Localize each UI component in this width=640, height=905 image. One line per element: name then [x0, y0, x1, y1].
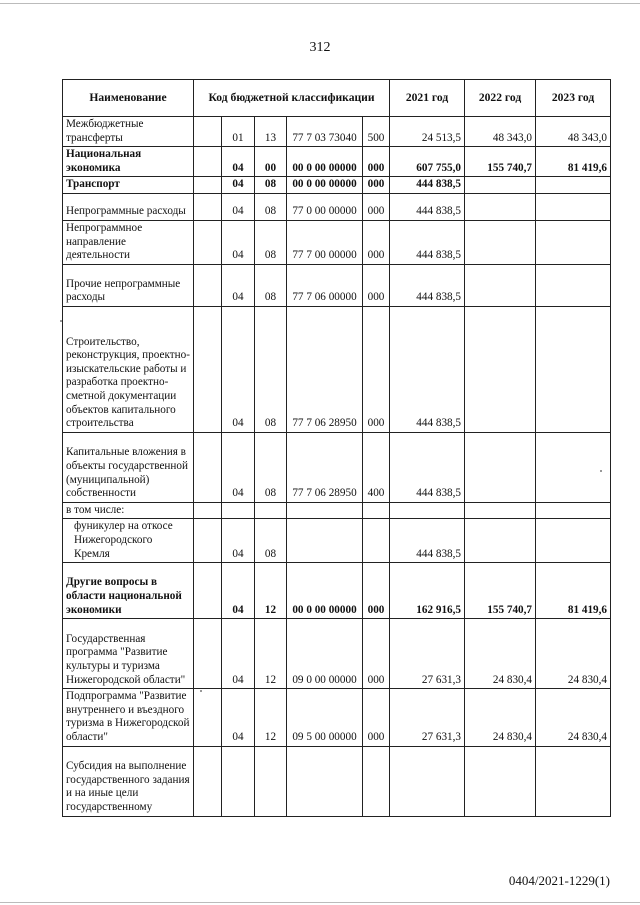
cell-expense-type-text: 000	[367, 205, 385, 218]
cell-2021	[390, 177, 465, 194]
cell-subsection	[255, 619, 287, 689]
cell-2023	[536, 502, 611, 519]
cell-2022	[465, 746, 536, 816]
cell-section	[222, 563, 255, 619]
cell-2023-text: 24 830,4	[567, 730, 608, 743]
cell-2023	[536, 689, 611, 746]
cell-section	[222, 193, 255, 220]
cell-expense-type	[363, 563, 390, 619]
cell-subsection-text: 08	[264, 417, 277, 430]
cell-2021-text: 607 755,0	[416, 161, 462, 174]
cell-target-article-text: 00 0 00 00000	[292, 603, 357, 616]
cell-2023	[536, 117, 611, 147]
cell-section-text: 04	[232, 487, 244, 500]
table-row	[63, 563, 611, 619]
cell-target-article-text: 09 5 00 00000	[292, 730, 357, 743]
cell-expense-type-text: 000	[367, 417, 385, 430]
cell-2022-text: 48 343,0	[492, 131, 533, 144]
cell-2021-text: 444 838,5	[416, 249, 462, 262]
cell-2022-text: 155 740,7	[487, 161, 533, 174]
cell-expense-type	[363, 117, 390, 147]
cell-2021	[390, 563, 465, 619]
cell-2023	[536, 177, 611, 194]
cell-2023	[536, 519, 611, 563]
table-row	[63, 193, 611, 220]
cell-name	[63, 432, 194, 502]
cell-name	[63, 177, 194, 194]
cell-section-text: 01	[232, 131, 244, 144]
cell-expense-type	[363, 519, 390, 563]
cell-spacer	[194, 519, 222, 563]
cell-target-article-text: 77 7 06 28950	[292, 417, 357, 430]
cell-subsection	[255, 746, 287, 816]
cell-expense-type	[363, 220, 390, 264]
cell-2021-text: 444 838,5	[416, 205, 462, 218]
cell-section-text: 04	[232, 291, 244, 304]
cell-expense-type-text: 400	[367, 487, 385, 500]
cell-2021	[390, 689, 465, 746]
cell-expense-type	[363, 177, 390, 194]
cell-2022-text: 155 740,7	[487, 603, 533, 616]
cell-section	[222, 147, 255, 177]
header-2022: 2022 год	[465, 80, 536, 117]
cell-subsection-text: 08	[264, 487, 277, 500]
cell-spacer	[194, 432, 222, 502]
cell-expense-type	[363, 264, 390, 306]
document-code: 0404/2021-1229(1)	[508, 873, 610, 888]
cell-expense-type-text: 000	[367, 249, 385, 262]
cell-expense-type	[363, 619, 390, 689]
table-row	[63, 117, 611, 147]
cell-name	[63, 502, 194, 519]
cell-subsection	[255, 306, 287, 432]
cell-2021-text: 24 513,5	[421, 131, 462, 144]
cell-2022	[465, 193, 536, 220]
cell-2023-text: 81 419,6	[567, 603, 608, 616]
page-number: 312	[309, 40, 331, 55]
scan-speck	[600, 470, 602, 472]
cell-target-article	[287, 563, 363, 619]
cell-2023-text: 24 830,4	[567, 673, 608, 686]
cell-2021-text: 444 838,5	[416, 487, 462, 500]
cell-subsection	[255, 264, 287, 306]
cell-spacer	[194, 193, 222, 220]
cell-expense-type	[363, 432, 390, 502]
scan-speck	[60, 320, 62, 322]
cell-subsection	[255, 563, 287, 619]
cell-target-article-text: 00 0 00 00000	[292, 161, 357, 174]
cell-2023	[536, 147, 611, 177]
cell-2022-text: 24 830,4	[492, 730, 533, 743]
cell-spacer	[194, 746, 222, 816]
cell-target-article-text: 77 0 00 00000	[292, 205, 357, 218]
cell-name-text: Подпрограмма "Развитие внутреннего и въездного туризма в Нижегородской области"	[66, 690, 190, 743]
cell-spacer	[194, 502, 222, 519]
cell-target-article	[287, 306, 363, 432]
cell-2021-text: 444 838,5	[416, 547, 462, 560]
cell-expense-type-text: 000	[367, 730, 385, 743]
cell-subsection-text: 00	[264, 161, 277, 174]
cell-2022	[465, 502, 536, 519]
cell-section	[222, 519, 255, 563]
cell-2021	[390, 519, 465, 563]
cell-section	[222, 619, 255, 689]
cell-2022	[465, 117, 536, 147]
cell-expense-type	[363, 746, 390, 816]
cell-name-text: Межбюджетные трансферты	[66, 118, 144, 144]
cell-expense-type	[363, 306, 390, 432]
header-2021: 2021 год	[390, 80, 465, 117]
cell-expense-type-text: 000	[367, 603, 385, 616]
cell-section-text: 04	[232, 730, 244, 743]
scan-top-edge	[0, 3, 640, 4]
cell-name-text: Непрограммное направление деятельности	[66, 221, 143, 262]
cell-2022	[465, 619, 536, 689]
cell-subsection	[255, 689, 287, 746]
cell-expense-type	[363, 502, 390, 519]
cell-spacer	[194, 147, 222, 177]
cell-subsection-text: 08	[264, 249, 277, 262]
cell-2021	[390, 432, 465, 502]
cell-2022	[465, 689, 536, 746]
table-row	[63, 619, 611, 689]
cell-2022-text: 24 830,4	[492, 673, 533, 686]
cell-name	[63, 117, 194, 147]
cell-spacer	[194, 563, 222, 619]
table-row	[63, 264, 611, 306]
cell-expense-type	[363, 147, 390, 177]
cell-section	[222, 117, 255, 147]
cell-2023-text: 48 343,0	[567, 131, 608, 144]
cell-2021-text: 444 838,5	[416, 291, 462, 304]
header-name: Наименование	[63, 80, 194, 117]
cell-2022	[465, 306, 536, 432]
cell-subsection	[255, 147, 287, 177]
cell-2022	[465, 432, 536, 502]
table-row	[63, 147, 611, 177]
cell-name	[63, 306, 194, 432]
cell-section-text: 04	[232, 178, 244, 191]
table-body	[63, 117, 611, 817]
cell-section-text: 04	[232, 417, 244, 430]
cell-target-article-text: 77 7 03 73040	[292, 131, 357, 144]
cell-2023	[536, 264, 611, 306]
cell-name	[63, 193, 194, 220]
cell-expense-type	[363, 193, 390, 220]
cell-expense-type-text: 000	[367, 178, 385, 191]
cell-target-article	[287, 117, 363, 147]
cell-subsection	[255, 117, 287, 147]
cell-name-text: фуникулер на откосе Нижегородского Кремля	[74, 520, 173, 560]
cell-subsection	[255, 519, 287, 563]
cell-name	[63, 147, 194, 177]
cell-2023	[536, 432, 611, 502]
cell-section-text: 04	[232, 603, 244, 616]
table-row	[63, 220, 611, 264]
cell-spacer	[194, 117, 222, 147]
cell-target-article-text: 77 7 06 28950	[292, 487, 357, 500]
cell-subsection	[255, 193, 287, 220]
cell-name	[63, 220, 194, 264]
cell-name-text: в том числе:	[66, 503, 125, 516]
cell-name	[63, 689, 194, 746]
cell-spacer	[194, 264, 222, 306]
cell-2023-text: 81 419,6	[567, 161, 608, 174]
cell-section	[222, 306, 255, 432]
cell-2022	[465, 264, 536, 306]
cell-subsection-text: 08	[264, 547, 277, 560]
cell-expense-type-text: 000	[367, 673, 385, 686]
table-header-row	[63, 80, 611, 117]
cell-target-article-text: 09 0 00 00000	[292, 673, 357, 686]
cell-subsection	[255, 432, 287, 502]
cell-target-article	[287, 220, 363, 264]
cell-2023	[536, 193, 611, 220]
cell-name-text: Непрограммные расходы	[66, 205, 186, 218]
cell-section	[222, 689, 255, 746]
table-row	[63, 746, 611, 816]
cell-subsection-text: 08	[264, 205, 277, 218]
cell-2022	[465, 563, 536, 619]
cell-target-article	[287, 193, 363, 220]
cell-2023	[536, 619, 611, 689]
cell-section-text: 04	[232, 249, 244, 262]
cell-subsection	[255, 177, 287, 194]
cell-subsection-text: 13	[264, 131, 277, 144]
cell-name	[63, 563, 194, 619]
table-row	[63, 519, 611, 563]
cell-expense-type	[363, 689, 390, 746]
cell-2021	[390, 147, 465, 177]
cell-2021	[390, 502, 465, 519]
cell-subsection-text: 12	[264, 730, 277, 743]
cell-spacer	[194, 689, 222, 746]
cell-name-text: Субсидия на выполнение государственного задания и на иные цели государственному	[66, 760, 190, 813]
cell-expense-type-text: 000	[367, 291, 385, 304]
cell-2023	[536, 220, 611, 264]
cell-expense-type-text: 500	[367, 131, 385, 144]
cell-target-article-text: 77 7 06 00000	[292, 291, 357, 304]
cell-section-text: 04	[232, 161, 244, 174]
cell-2021-text: 444 838,5	[416, 417, 462, 430]
cell-name-text: Строительство, реконструкция, проектно-изыскательские работы и разработка проектно-сметной документации объектов капитального строительства	[66, 335, 190, 430]
cell-name-text: Капитальные вложения в объекты государственной (муниципальной) собственности	[66, 446, 188, 500]
table-row	[63, 689, 611, 746]
table-row	[63, 306, 611, 432]
cell-2021-text: 27 631,3	[421, 673, 462, 686]
cell-spacer	[194, 220, 222, 264]
table-row	[63, 177, 611, 194]
cell-target-article	[287, 689, 363, 746]
cell-2021-text: 27 631,3	[421, 730, 462, 743]
cell-2021	[390, 264, 465, 306]
cell-name-text: Другие вопросы в области национальной экономики	[66, 576, 182, 616]
cell-target-article	[287, 746, 363, 816]
cell-name-text: Государственная программа "Развитие культуры и туризма Нижегородской области"	[66, 632, 186, 686]
cell-name-text: Прочие непрограммные расходы	[66, 277, 181, 304]
cell-target-article	[287, 177, 363, 194]
cell-target-article	[287, 619, 363, 689]
cell-spacer	[194, 306, 222, 432]
cell-2022	[465, 147, 536, 177]
cell-subsection	[255, 502, 287, 519]
cell-2021-text: 444 838,5	[416, 178, 462, 191]
scan-speck	[200, 690, 202, 692]
cell-target-article	[287, 432, 363, 502]
cell-subsection-text: 12	[264, 603, 277, 616]
cell-2022	[465, 519, 536, 563]
cell-spacer	[194, 619, 222, 689]
cell-name	[63, 619, 194, 689]
cell-2021	[390, 193, 465, 220]
header-budget-code: Код бюджетной классификации	[194, 80, 390, 117]
cell-section-text: 04	[232, 673, 244, 686]
cell-target-article	[287, 147, 363, 177]
cell-section-text: 04	[232, 205, 244, 218]
cell-2021	[390, 306, 465, 432]
cell-2022	[465, 177, 536, 194]
cell-2023	[536, 563, 611, 619]
cell-target-article	[287, 502, 363, 519]
cell-2021	[390, 220, 465, 264]
cell-2023	[536, 746, 611, 816]
cell-target-article	[287, 519, 363, 563]
cell-section	[222, 264, 255, 306]
cell-name-text: Национальная экономика	[66, 148, 142, 174]
budget-table	[62, 79, 611, 817]
cell-target-article-text: 77 7 00 00000	[292, 249, 357, 262]
cell-2021	[390, 117, 465, 147]
cell-subsection-text: 08	[264, 178, 277, 191]
cell-name-text: Транспорт	[66, 178, 120, 191]
header-2023: 2023 год	[536, 80, 611, 117]
cell-2023	[536, 306, 611, 432]
cell-section	[222, 502, 255, 519]
cell-section	[222, 746, 255, 816]
cell-section	[222, 220, 255, 264]
cell-name	[63, 519, 194, 563]
cell-section	[222, 432, 255, 502]
cell-2021	[390, 619, 465, 689]
table-row	[63, 502, 611, 519]
cell-target-article	[287, 264, 363, 306]
cell-2021	[390, 746, 465, 816]
cell-section-text: 04	[232, 547, 244, 560]
cell-subsection	[255, 220, 287, 264]
cell-name	[63, 746, 194, 816]
table-row	[63, 432, 611, 502]
scan-bottom-edge	[0, 902, 640, 903]
cell-target-article-text: 00 0 00 00000	[292, 178, 357, 191]
cell-expense-type-text: 000	[367, 161, 385, 174]
cell-name	[63, 264, 194, 306]
cell-subsection-text: 12	[264, 673, 277, 686]
cell-section	[222, 177, 255, 194]
cell-subsection-text: 08	[264, 291, 277, 304]
cell-2022	[465, 220, 536, 264]
cell-spacer	[194, 177, 222, 194]
cell-2021-text: 162 916,5	[416, 603, 462, 616]
